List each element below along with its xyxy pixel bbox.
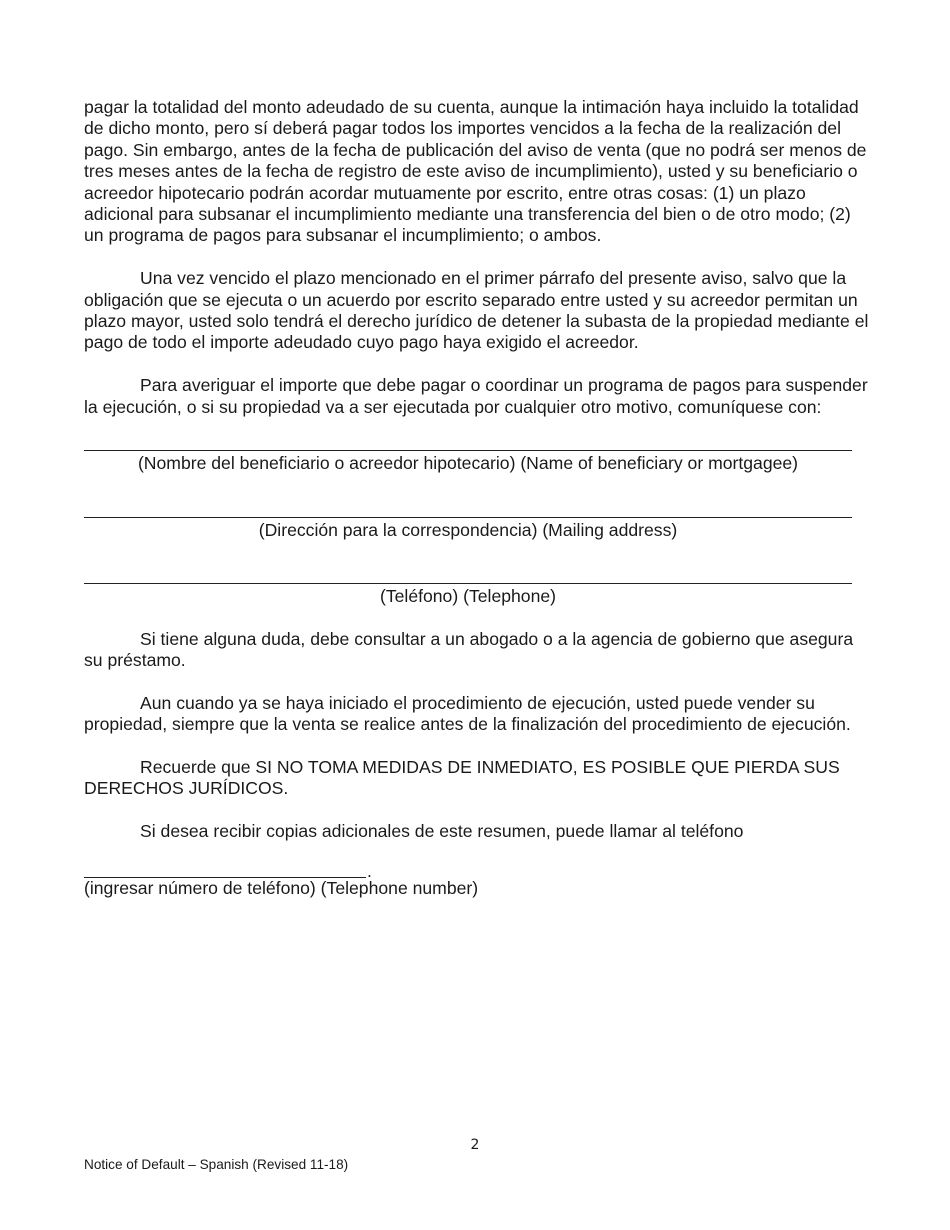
telephone-line[interactable] — [84, 572, 852, 584]
beneficiary-name-line[interactable] — [84, 439, 852, 451]
paragraph-questions: Si tiene alguna duda, debe consultar a un abogado o a la agencia de gobierno que asegura su préstamo. — [84, 628, 854, 671]
paragraph-sell-property: Aun cuando ya se haya iniciado el procedimiento de ejecución, usted puede vender su propiedad, siempre que la venta se realice antes de la finalización del procedimiento de ejecución. — [84, 692, 851, 735]
paragraph-contact-intro: Para averiguar el importe que debe pagar o coordinar un programa de pagos para suspender la ejecución, o si su propiedad va a ser ejecutada por cualquier otro motivo, comuníquese con: — [84, 375, 868, 417]
phone-entry-period: . — [367, 861, 372, 882]
paragraph-additional-copies: Si desea recibir copias adicionales de este resumen, puede llamar al teléfono — [140, 821, 744, 842]
document-footer: Notice of Default – Spanish (Revised 11-18) — [84, 1157, 349, 1172]
phone-entry-line[interactable] — [84, 866, 366, 878]
document-body — [84, 97, 874, 899]
beneficiary-blank — [84, 439, 874, 474]
mailing-address-line[interactable] — [84, 506, 852, 518]
paragraph-deadline: Una vez vencido el plazo mencionado en el primer párrafo del presente aviso, salvo que la obligación que se ejecuta o un acuerdo por escrito separado entre usted y su acreedor permitan un plazo mayor, usted solo tendrá el derecho jurídico de detener la subasta de la propiedad mediante el pago de todo el importe adeudado cuyo pago haya exigido el acreedor. — [84, 268, 869, 353]
phone-entry-row — [84, 861, 874, 882]
beneficiary-name-caption: (Nombre del beneficiario o acreedor hipotecario) (Name of beneficiary or mortgagee) — [137, 453, 799, 474]
page-number: 2 — [470, 1137, 480, 1153]
address-blank — [84, 506, 874, 541]
telephone-caption: (Teléfono) (Telephone) — [379, 585, 557, 606]
paragraph-payment-terms: pagar la totalidad del monto adeudado de su cuenta, aunque la intimación haya incluido la totalidad de dicho monto, pero sí deberá pagar todos los importes vencidos a la fecha de la realización del pago. Sin embargo, antes de la fecha de publicación del aviso de venta (que no podrá ser menos de tres meses antes de la fecha de registro de este aviso de incumplimiento), usted y su beneficiario o acreedor hipotecario podrán acordar mutuamente por escrito, entre otras cosas: (1) un plazo adicional para subsanar el incumplimiento mediante una transferencia del bien o de otro modo; (2) un programa de pagos para subsanar el incumplimiento; o ambos. — [84, 97, 867, 246]
paragraph-warning: Recuerde que SI NO TOMA MEDIDAS DE INMEDIATO, ES POSIBLE QUE PIERDA SUS DERECHOS JURÍDICOS. — [84, 757, 840, 799]
phone-entry-caption: (ingresar número de teléfono) (Telephone number) — [84, 878, 479, 899]
mailing-address-caption: (Dirección para la correspondencia) (Mailing address) — [258, 519, 678, 540]
telephone-blank — [84, 572, 874, 607]
